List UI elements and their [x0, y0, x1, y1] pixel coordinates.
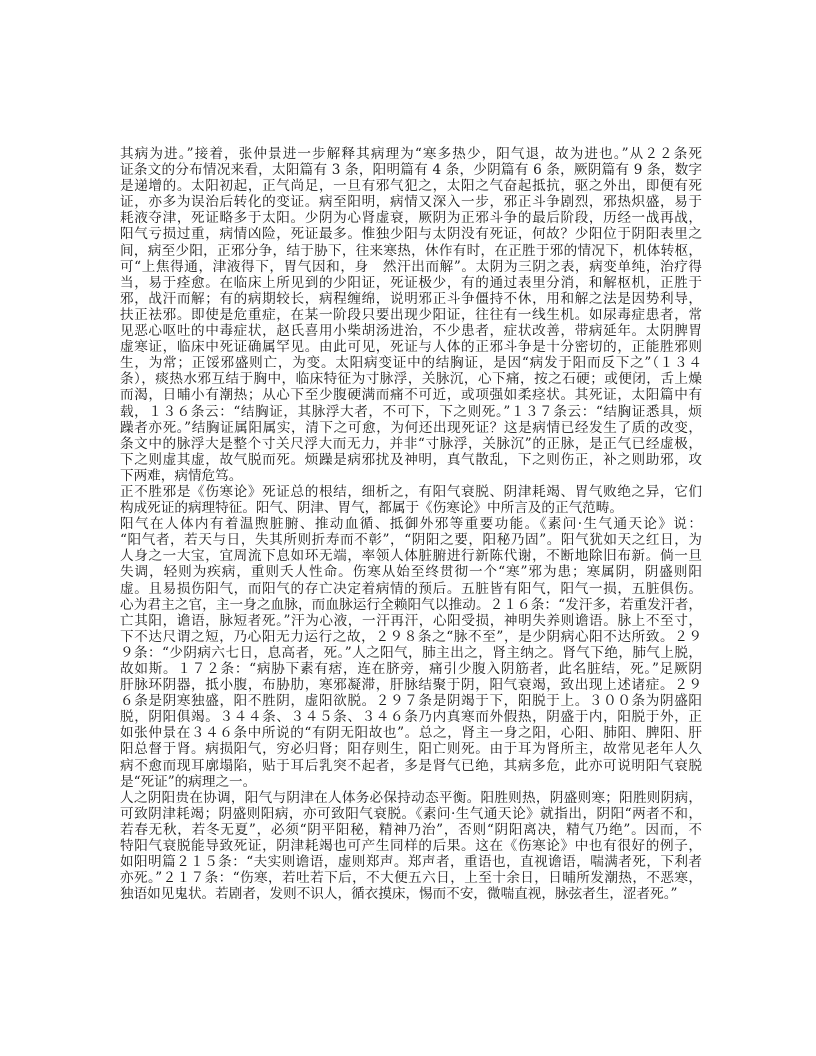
text-line: 下两难，病情危笃。	[120, 467, 243, 484]
paragraph	[120, 484, 702, 516]
text-line: 可“上焦得通，津液得下，胃气因和，身 然汗出而解”。太阴为三阴之表，病变单纯，治疗得	[120, 258, 702, 275]
text-line: 当，易于痊愈。在临床上所见到的少阳证，死证极少，有的通过表里分消，和解枢机，正胜于	[120, 274, 702, 291]
paragraph	[120, 516, 702, 790]
text-line: 故如斯。１７２条：“病胁下素有痞，连在脐旁，痛引少腹入阴筋者，此名脏结，死。”足厥阴	[120, 661, 702, 677]
text-line: 阳气亏损过重，病情凶险，死证最多。惟独少阳与太阴没有死证，何故？少阳位于阴阳表里之	[120, 226, 702, 243]
text-line: 阳总督于肾。病损阳气，穷必归肾；阳存则生，阳亡则死。由于耳为肾所主，故常见老年人久	[120, 741, 702, 758]
text-line: 见恶心呕吐的中毒症状，赵氏喜用小柴胡汤进治，不少患者，症状改善，带病延年。太阴脾胃	[120, 323, 702, 340]
text-line: 人身之一大宝，宜周流下息如环无端，率领人体脏腑进行新陈代谢，不断地除旧布新。倘一旦	[120, 548, 702, 565]
text-line: 是递增的。太阳初起，正气尚足，一旦有邪气犯之，太阳之气奋起抵抗，驱之外出，即便有死	[120, 178, 702, 195]
text-line: 正不胜邪是《伤寒论》死证总的根结，细析之，有阳气衰脱、阴津耗竭、胃气败绝之异，它们	[120, 483, 702, 500]
text-line: 其病为进。”接着，张仲景进一步解释其病理为“寒多热少，阳气退，故为进也。”从２２条死	[120, 146, 702, 162]
paragraph	[120, 146, 702, 484]
text-line: 阳气在人体内有着温煦脏腑、推动血循、抵御外邪等重要功能。《素问·生气通天论》说：	[120, 516, 702, 533]
text-line: 失调，轻则为疾病，重则夭人性命。伤寒从始至终贯彻一个“寒”邪为患；寒属阴，阴盛则阳	[120, 564, 702, 581]
text-line: ９条：“少阴病六七日，息高者，死。”人之阳气，肺主出之，肾主纳之。肾气下绝，肺气上脱，	[120, 644, 702, 661]
paragraph	[120, 790, 702, 903]
text-line: 条），痰热水邪互结于胸中，临床特征为寸脉浮，关脉沉，心下痛，按之石硬；或便闭，舌上燥	[120, 371, 702, 388]
text-line: 下之则虚其虚，故气脱而死。烦躁是病邪扰及神明，真气散乱，下之则伤正，补之则助邪，攻	[120, 451, 702, 468]
text-line: 脱，阴阳俱竭。３４４条、３４５条、３４６条乃内真寒而外假热，阴盛于内，阳脱于外，正	[120, 709, 702, 726]
text-line: 如阳明篇２１５条：“夫实则谵语，虚则郑声。郑声者，重语也，直视谵语，喘满者死，下利者	[120, 854, 702, 871]
document-page	[120, 146, 702, 902]
text-line: 人之阴阳贵在协调，阳气与阴津在人体务必保持动态平衡。阳胜则热，阴盛则寒；阳胜则阴病，	[120, 789, 702, 806]
text-line: 而渴，日晡小有潮热；从心下至少腹硬满而痛不可近，或项强如柔痉状。其死证，太阳篇中有	[120, 387, 702, 404]
text-line: 条文中的脉浮大是整个寸关尺浮大而无力，并非“寸脉浮，关脉沉”的正脉，是正气已经虚极，	[120, 435, 702, 452]
text-line: 如张仲景在３４６条中所说的“有阴无阳故也”。总之，肾主一身之阳，心阳、肺阳、脾阳、肝	[120, 725, 702, 742]
text-line: 邪，战汗而解；有的病期较长，病程缠绵，说明邪正斗争僵持不休，用和解之法是因势利导，	[120, 290, 702, 307]
text-line: 肝脉环阴器，抵小腹，布胁肋，寒邪凝滞，肝脉结聚于阴，阳气衰竭，致出现上述诸症。２９	[120, 677, 702, 694]
text-line: 特阳气衰脱能导致死证，阴津耗竭也可产生同样的后果。这在《伤寒论》中也有很好的例子，	[120, 838, 702, 855]
text-line: 可致阴津耗竭；阴盛则阳病，亦可致阳气衰脱。《素问·生气通天论》就指出，阴阳“两者不和，	[120, 805, 702, 822]
text-line: ６条是阴寒独盛，阳不胜阴，虚阳欲脱。２９７条是阴竭于下，阳脱于上。３００条为阴盛阳	[120, 693, 702, 710]
text-line: 躁者亦死。”结胸证属阳属实，清下之可愈，为何还出现死证？这是病情已经发生了质的改变，	[120, 419, 702, 436]
text-line: 耗液夺津，死证略多于太阳。少阴为心肾虚衰，厥阴为正邪斗争的最后阶段，历经一战再战，	[120, 210, 702, 227]
text-line: 扶正祛邪。即使是危重症，在某一阶段只要出现少阳证，往往有一线生机。如尿毒症患者，常	[120, 306, 702, 323]
text-line: 是“死证”的病理之一。	[120, 773, 257, 790]
text-line: 心为君主之官，主一身之血脉，而血脉运行全赖阳气以推动。２１６条：“发汗多，若重发汗者，	[120, 596, 702, 613]
text-line: 亡其阳，谵语，脉短者死。”汗为心液，一汗再汗，心阳受损，神明失养则谵语。脉上不至寸，	[120, 612, 702, 629]
text-line: 间，病至少阳，正邪分争，结于胁下，往来寒热，休作有时，在正胜于邪的情况下，机体转枢，	[120, 242, 702, 259]
text-line: “阳气者，若天与日，失其所则折寿而不彰”，“阴阳之要，阳秘乃固”。阳气犹如天之红日，为	[120, 532, 702, 549]
text-line: 载，１３６条云：“结胸证，其脉浮大者，不可下，下之则死。”１３７条云：“结胸证悉具，烦	[120, 403, 702, 420]
text-line: 证，亦多为误治后转化的变证。病至阳明，病情又深入一步，邪正斗争剧烈，邪热炽盛，易于	[120, 194, 702, 211]
text-line: 独语如见鬼状。若剧者，发则不识人，循衣摸床，惕而不安，微喘直视，脉弦者生，涩者死。”	[120, 886, 678, 903]
text-line: 下不达尺谓之短，乃心阳无力运行之故，２９８条之“脉不至”，是少阴病心阳不达所致。２９	[120, 628, 702, 645]
text-line: 虚寒证，临床中死证确属罕见。由此可见，死证与人体的正邪斗争是十分密切的，正能胜邪则	[120, 339, 702, 356]
text-line: 虚。且易损伤阳气，而阳气的存亡决定着病情的预后。五脏皆有阳气，阳气一损，五脏俱伤。	[120, 580, 702, 597]
text-line: 病不愈而现耳廓塌陷，贴于耳后乳突不起者，多是肾气已绝，其病多危，此亦可说明阳气衰脱	[120, 757, 702, 774]
text-line: 若春无秋，若冬无夏”，必须“阴平阳秘，精神乃治”，否则“阴阳离决，精气乃绝”。因而，不	[120, 821, 702, 838]
text-line: 构成死证的病理特征。阳气、阴津、胃气，都属于《伤寒论》中所言及的正气范畴。	[120, 500, 623, 517]
text-line: 亦死。”２１７条：“伤寒，若吐若下后，不大便五六日，上至十余日，日晡所发潮热，不恶寒，	[120, 870, 702, 887]
text-line: 生，为常；正馁邪盛则亡，为变。太阳病变证中的结胸证，是因“病发于阳而反下之”（１３４	[120, 355, 702, 372]
text-line: 证条文的分布情况来看，太阳篇有 3 条，阳明篇有 4 条，少阴篇有 6 条，厥阴篇有 9 条，数字	[120, 162, 702, 179]
